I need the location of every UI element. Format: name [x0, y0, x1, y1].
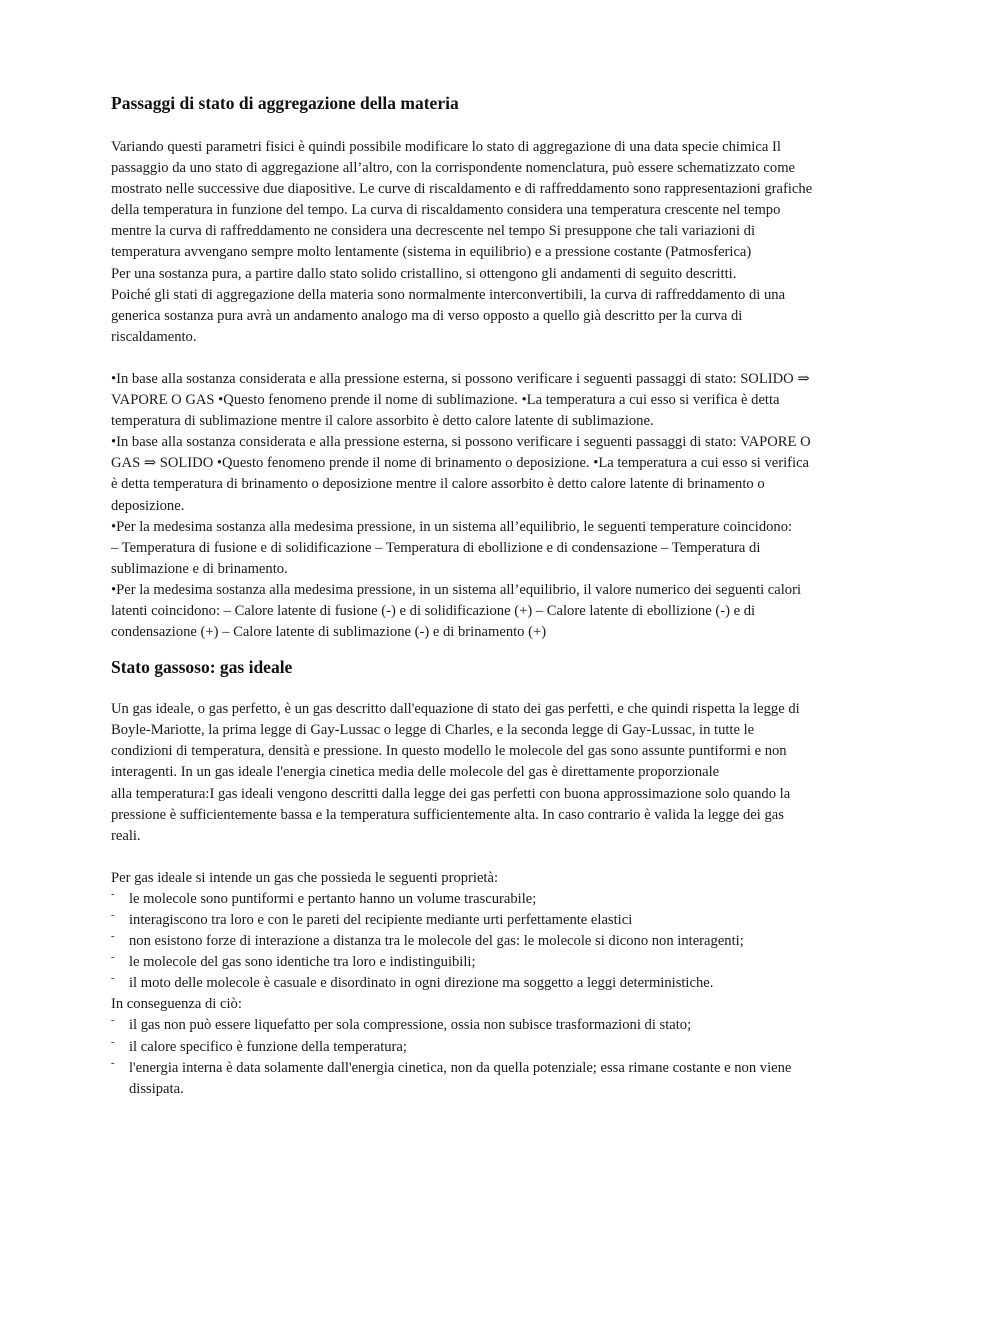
text-line: mostrato nelle successive due diapositive. Le curve di riscaldamento e di raffreddamento sono rappresentazioni grafiche — [111, 181, 813, 198]
text-line: condizioni di temperatura, densità e pressione. In questo modello le molecole del gas sono assunte puntiformi e non — [111, 743, 787, 760]
text-line: il gas non può essere liquefatto per sola compressione, ossia non subisce trasformazioni di stato; — [129, 1017, 692, 1034]
text-line: Variando questi parametri fisici è quindi possibile modificare lo stato di aggregazione di una data specie chimica Il — [111, 139, 781, 155]
bullet-paragraph — [111, 369, 889, 643]
text-line: dissipata. — [129, 1080, 184, 1097]
list-item — [111, 973, 889, 994]
text-line: generica sostanza pura avrà un andamento analogo ma di verso opposto a quello già descritto per la curva di — [111, 307, 743, 324]
list-item — [111, 889, 889, 910]
list-item-text — [129, 1037, 889, 1058]
list-item-text: le molecole sono puntiformi e pertanto hanno un volume trascurabile; — [129, 890, 537, 907]
text-line: interagenti. In un gas ideale l'energia cinetica media delle molecole del gas è direttamente proporzionale — [111, 764, 720, 781]
text-line: •In base alla sostanza considerata e alla pressione esterna, si possono verificare i seguenti passaggi di stato: SOLIDO ⇒ — [111, 370, 810, 387]
properties-intro: Per gas ideale si intende un gas che possieda le seguenti proprietà: — [111, 869, 499, 886]
dash-marker: - — [111, 972, 115, 985]
text-line: Per una sostanza pura, a partire dallo stato solido cristallino, si ottengono gli andamenti di seguito descritti. — [111, 265, 737, 282]
text-line: reali. — [111, 827, 141, 844]
list-item — [111, 910, 889, 931]
text-line: temperatura di sublimazione mentre il calore assorbito è detto calore latente di sublimazione. — [111, 413, 654, 430]
list-item-text: il moto delle molecole è casuale e disordinato in ogni direzione ma soggetto a leggi deterministiche. — [129, 975, 714, 992]
list-item — [111, 1015, 889, 1036]
text-line: della temperatura in funzione del tempo. La curva di riscaldamento considera una temperatura crescente nel tempo — [111, 202, 781, 219]
text-line: riscaldamento. — [111, 328, 197, 345]
dash-marker: - — [111, 951, 115, 964]
dash-marker: - — [111, 887, 115, 900]
section-intro-paragraph — [111, 137, 889, 348]
text-line: il calore specifico è funzione della temperatura; — [129, 1038, 407, 1055]
dash-marker: - — [111, 1035, 115, 1048]
list-item — [111, 931, 889, 952]
text-line: pressione è sufficientemente bassa e la temperatura sufficientemente alta. In caso contrario è valida la legge dei gas — [111, 806, 784, 823]
properties-block — [111, 868, 889, 1100]
text-line: latenti coincidono: – Calore latente di fusione (-) e di solidificazione (+) – Calore latente di ebollizione (-) e di — [111, 602, 756, 619]
list-item-text — [129, 1058, 889, 1100]
text-line: VAPORE O GAS •Questo fenomeno prende il nome di sublimazione. •La temperatura a cui esso si verifica è detta — [111, 392, 780, 409]
dash-marker: - — [111, 930, 115, 943]
list-item-text: interagiscono tra loro e con le pareti del recipiente mediante urti perfettamente elastici — [129, 912, 633, 928]
text-line: alla temperatura:I gas ideali vengono descritti dalla legge dei gas perfetti con buona approssimazione solo quando la — [111, 785, 791, 802]
document-page — [111, 88, 889, 1100]
text-line: •Per la medesima sostanza alla medesima pressione, in un sistema all’equilibrio, il valore numerico dei seguenti calori — [111, 581, 801, 598]
text-line: Boyle-Mariotte, la prima legge di Gay-Lussac o legge di Charles, e la seconda legge di Gay-Lussac, in tutte le — [111, 722, 755, 739]
text-line: temperatura avvengano sempre molto lentamente (sistema in equilibrio) e a pressione costante (Patmosferica) — [111, 244, 752, 261]
text-line: – Temperatura di fusione e di solidificazione – Temperatura di ebollizione e di condensazione – Temperatura di — [111, 539, 761, 556]
text-line: Un gas ideale, o gas perfetto, è un gas descritto dall'equazione di stato dei gas perfetti, e che quindi rispetta la legge di — [111, 701, 800, 718]
list-item — [111, 952, 889, 973]
section-heading: Stato gassoso: gas ideale — [111, 657, 293, 678]
consequences-intro: In conseguenza di ciò: — [111, 996, 242, 1013]
text-line: GAS ⇒ SOLIDO •Questo fenomeno prende il nome di brinamento o deposizione. •La temperatura a cui esso si verifica — [111, 455, 810, 472]
text-line: è detta temperatura di brinamento o deposizione mentre il calore assorbito è detto calore latente di brinamento o — [111, 476, 765, 493]
dash-marker: - — [111, 1014, 115, 1027]
list-item-text — [129, 1015, 889, 1036]
list-item-text: le molecole del gas sono identiche tra loro e indistinguibili; — [129, 954, 476, 971]
text-line: •In base alla sostanza considerata e alla pressione esterna, si possono verificare i seguenti passaggi di stato: VAPORE O — [111, 434, 811, 451]
text-line: l'energia interna è data solamente dall'energia cinetica, non da quella potenziale; essa rimane costante e non viene — [129, 1059, 792, 1076]
list-item — [111, 1037, 889, 1058]
list-item-text: non esistono forze di interazione a distanza tra le molecole del gas: le molecole si dicono non interagenti; — [129, 933, 744, 950]
text-line: passaggio da uno stato di aggregazione all’altro, con la corrispondente nomenclatura, può essere schematizzato come — [111, 160, 796, 177]
section-heading: Passaggi di stato di aggregazione della materia — [111, 93, 459, 113]
dash-marker: - — [111, 1056, 115, 1069]
text-line: deposizione. — [111, 497, 185, 514]
text-line: sublimazione e di brinamento. — [111, 560, 288, 577]
list-item — [111, 1058, 889, 1100]
section-intro-paragraph — [111, 699, 889, 847]
text-line: mentre la curva di raffreddamento ne considera una decrescente nel tempo Si presuppone che tali variazioni di — [111, 223, 756, 240]
dash-marker: - — [111, 909, 115, 921]
text-line: Poiché gli stati di aggregazione della materia sono normalmente interconvertibili, la curva di raffreddamento di una — [111, 286, 786, 303]
text-line: condensazione (+) – Calore latente di sublimazione (-) e di brinamento (+) — [111, 624, 547, 641]
text-line: •Per la medesima sostanza alla medesima pressione, in un sistema all’equilibrio, le seguenti temperature coincidono: — [111, 518, 793, 535]
